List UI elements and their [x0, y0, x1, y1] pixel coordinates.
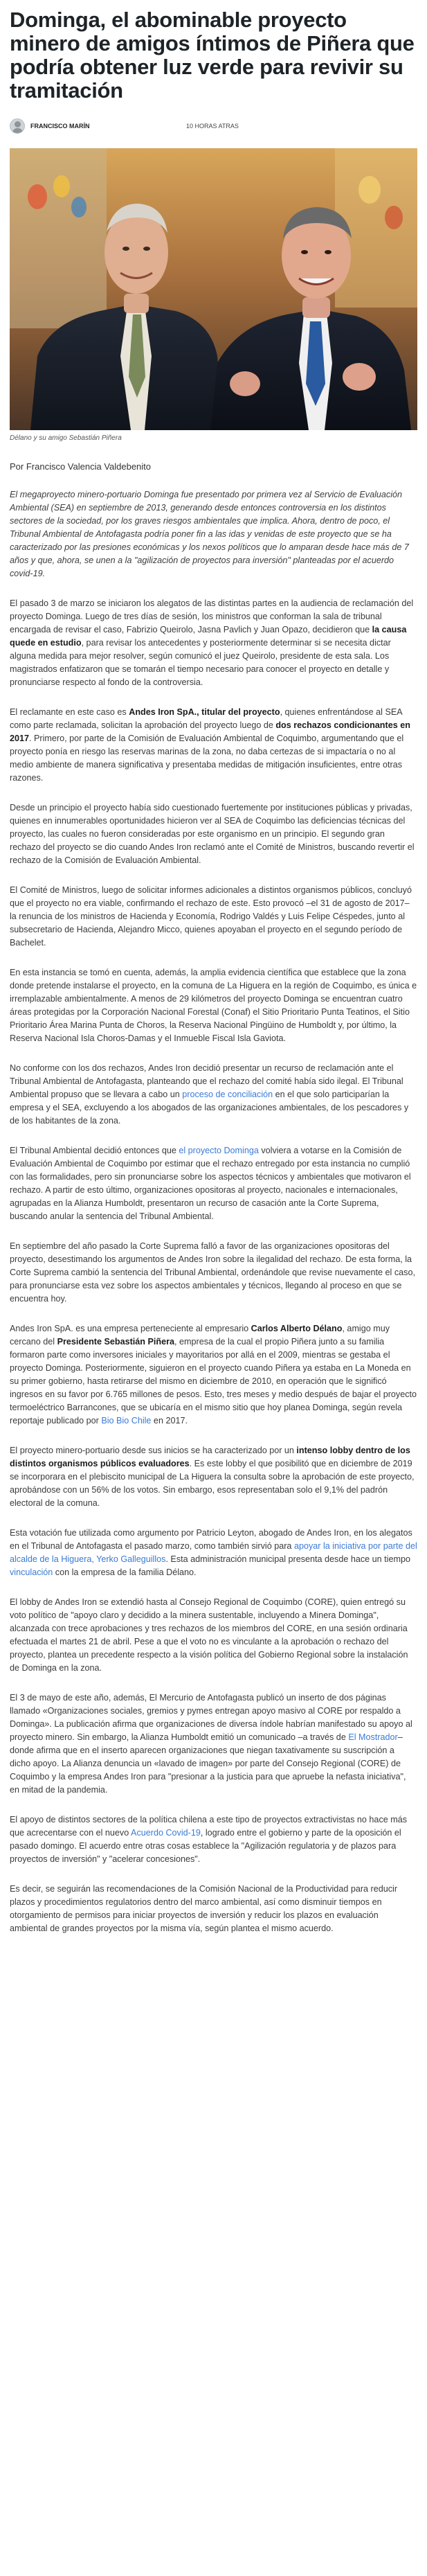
- article-title: Dominga, el abominable proyecto minero de amigos íntimos de Piñera que podría obtener luz verde para revivir su tramitación: [10, 8, 415, 103]
- paragraph-text: . Es este lobby el que posibilitó que en diciembre de 2019 se incorporara en el plebiscito municipal de La Higuera la consulta sobre la aprobación de este proyecto, aprobándose con un 56% de los votos. Sin embargo, esos representaban solo el 9,1% del padrón electoral de la comuna.: [10, 1459, 415, 1508]
- paragraph-text: volviera a votarse en la Comisión de Evaluación Ambiental de Coquimbo por estimar que el rechazo entregado por esta instancia no cumplió con las formalidades, pero sin pronunciarse sobre los aspectos técnicos y ambientales que motivaron el rechazo. A partir de esto último, organizaciones opositoras al proyecto, nacionales e internacionales, agrupadas en la Alianza Humboldt, presentaron un recurso de casación ante la Corte Suprema, buscando anular la sentencia del Tribunal Ambiental.: [10, 1146, 411, 1221]
- article-byline-text: Por Francisco Valencia Valdebenito: [10, 461, 152, 472]
- paragraph-text: Andes Iron SpA. es una empresa perteneciente al empresario: [10, 1324, 251, 1333]
- paragraph-text: El megaproyecto minero-portuario Dominga fue presentado por primera vez al Servicio de Evaluación Ambiental (SEA) en septiembre de 2013, generando desde entonces controversia en los distintos sectores de la sociedad, por los graves riesgos ambientales que implica. Ahora, dentro de poco, el Tribunal Ambiental de Antofagasta podría poner fin a las idas y venidas de este proyecto que se ha caracterizado por las presiones económicas y los nexos políticos que lo amparan desde hace más de 7 años y que, ahora, se unen a la "agilización de proyectos para inversión" planteadas por el acuerdo covid-19.: [10, 490, 409, 578]
- article-paragraph: [10, 488, 417, 580]
- paragraph-text: con la empresa de la familia Délano.: [53, 1567, 197, 1577]
- article-paragraph: [10, 1322, 417, 1428]
- paragraph-text: , empresa de la cual el propio Piñera junto a su familia formaron parte como inversores iniciales y mayoritarios por allá en el 2009, mientras se gestaba el proyecto Dominga. Posteriormente, siguieron en el proyecto cuando Piñera ya estaba en La Moneda en su primer gobierno, hasta retirarse del mismo en diciembre de 2010, en operación que le significó ingresos en su favor por 6.765 millones de pesos. Esto, tres meses y medio después de bajar el proyecto termoeléctrico Barrancones, que se ubicaría en el mismo sitio que hoy planea Dominga, según revela reportaje publicado por: [10, 1337, 417, 1425]
- emphasis-text: intenso lobby dentro de los distintos organismos públicos evaluadores: [10, 1446, 410, 1468]
- paragraph-text: El proyecto minero-portuario desde sus inicios se ha caracterizado por un: [10, 1446, 297, 1455]
- paragraph-text: . Esta administración municipal presenta desde hace un tiempo: [165, 1554, 410, 1564]
- publish-date: 10 HORAS ATRAS: [186, 123, 239, 130]
- author-avatar-icon: [10, 118, 25, 134]
- paragraph-text: No conforme con los dos rechazos, Andes Iron decidió presentar un recurso de reclamación ante el Tribunal Ambiental de Antofagasta, planteando que el rechazo del comité había sido ilegal. El Tribunal Ambiental propuso que se llevara a cabo un: [10, 1063, 403, 1099]
- article-paragraph: [10, 1813, 417, 1866]
- hero-image: [10, 148, 417, 430]
- inline-link[interactable]: apoyar la iniciativa por parte del alcalde de la Higuera, Yerko Galleguillos: [10, 1541, 417, 1564]
- paragraph-text: Esta votación fue utilizada como argumento por Patricio Leyton, abogado de Andes Iron, en los alegatos en el Tribunal de Antofagasta el pasado marzo, como también sirvió para: [10, 1528, 412, 1551]
- paragraph-text: , logrado entre el gobierno y parte de la oposición el pasado domingo. El acuerdo entre otras cosas establece la "Agilización regulatoria y de plazos para proyectos de inversión" y "acelerar concesiones".: [10, 1828, 401, 1864]
- paragraph-text: En esta instancia se tomó en cuenta, además, la amplia evidencia científica que establece que la zona donde pretende instalarse el proyecto, en la comuna de La Higuera en la región de Coquimbo, es única e irremplazable ambientalmente. A menos de 29 kilómetros del proyecto Dominga se encuentran cuatro áreas protegidas por la Corporación Nacional Forestal (Conaf) el Sitio Prioritario Punta Teatinos, el Sitio Prioritario Área Marina Punta de Choros, la Reserva Nacional Pingüino de Humboldt y, por último, la Reserva Nacional Isla Choros-Damas y el Inmueble Fiscal Isla Gaviota.: [10, 968, 417, 1043]
- article-paragraph: [10, 1240, 417, 1306]
- paragraph-text: – donde afirma que en el inserto aparecen organizaciones que niegan taxativamente su suscripción a dicho apoyo. La Alianza denuncia un «lavado de imagen» por parte del Consejo Regional (CORE) de Coquimbo y la empresa Andes Iron para "presionar a la justicia para que apruebe la nefasta iniciativa", en mitad de la pandemia.: [10, 1732, 406, 1795]
- article-paragraph: [10, 801, 417, 867]
- paragraph-text: en 2017.: [151, 1416, 188, 1425]
- hero-photo-illustration: [10, 148, 417, 430]
- article-paragraph: [10, 884, 417, 950]
- paragraph-text: En septiembre del año pasado la Corte Suprema falló a favor de las organizaciones opositoras del proyecto, desestimando los argumentos de Andes Iron sobre la ilegalidad del rechazo. De esta forma, la Corte Suprema cambió la sentencia del Tribunal Ambiental, ordenándole que revise nuevamente el caso, para pronunciarse esta vez sobre los aspectos ambientales y técnicos, llegando al proceso en que se encuentra hoy.: [10, 1241, 415, 1304]
- article-paragraph: [10, 1144, 417, 1223]
- paragraph-text: El reclamante en este caso es: [10, 707, 129, 717]
- emphasis-text: la causa quede en estudio: [10, 625, 407, 648]
- article-paragraph: [10, 1883, 417, 1935]
- paragraph-text: El lobby de Andes Iron se extendió hasta al Consejo Regional de Coquimbo (CORE), quien entregó su voto político de "apoyo claro y decidido a la minera sustentable, incluyendo a Minera Dominga", alcanzada con trece aprobaciones y tres rechazos de los miembros del CORE, en una sesión ordinaria efectuada el martes 21 de abril. Pese a que el voto no es vinculante a la aprobación o rechazo del proyecto, plantea un precedente respecto a la visión política del Gobierno Regional sobre la instalación de Dominga en la zona.: [10, 1597, 408, 1673]
- inline-link[interactable]: El Mostrador: [348, 1732, 398, 1742]
- author-name[interactable]: FRANCISCO MARÍN: [30, 123, 90, 130]
- emphasis-text: dos rechazos condicionantes en 2017: [10, 720, 410, 743]
- inline-link[interactable]: Acuerdo Covid-19: [131, 1828, 201, 1838]
- article-paragraph: [10, 1527, 417, 1579]
- article-paragraph: [10, 1444, 417, 1510]
- paragraph-text: . Primero, por parte de la Comisión de Evaluación Ambiental de Coquimbo, argumentando que el proyecto ponía en riesgo las reservas marinas de la zona, no daba certezas de si impactaría o no al medio ambiente de manera significativa y presentaba medidas de mitigación insuficientes, entre otras razones.: [10, 734, 404, 783]
- inline-link[interactable]: proceso de conciliación: [182, 1090, 273, 1099]
- byline: [10, 118, 417, 134]
- article-paragraph: [10, 966, 417, 1045]
- inline-link[interactable]: el proyecto Dominga: [179, 1146, 259, 1155]
- paragraph-text: El 3 de mayo de este año, además, El Mercurio de Antofagasta publicó un inserto de dos páginas llamado «Organizaciones sociales, gremios y pymes entregan apoyo masivo al CORE por respaldo a Dominga». La publicación afirma que organizaciones de diversa índole habrían manifestado su apoyo al proyecto minero. Sin embargo, la Alianza Humboldt emitió un comunicado –a través de: [10, 1693, 412, 1742]
- article-paragraph: [10, 1691, 417, 1797]
- emphasis-text: Presidente Sebastián Piñera: [57, 1337, 174, 1347]
- article-paragraph: [10, 706, 417, 785]
- paragraph-text: en el que solo participarían la empresa y el SEA, excluyendo a los abogados de las organizaciones ambientales, de los pescadores y de los habitantes de la zona.: [10, 1090, 409, 1126]
- paragraph-text: Desde un principio el proyecto había sido cuestionado fuertemente por instituciones públicas y privadas, quienes en innumerables oportunidades hicieron ver al SEA de Coquimbo las deficiencias técnicas del proyecto, las cuales no fueron consideradas por este organismo en un principio. El segundo gran rechazo del proyecto se dio cuando Andes Iron reclamó ante el Comité de Ministros, buscando revertir el rechazo de la Comisión de Evaluación Ambiental.: [10, 803, 415, 865]
- inline-link[interactable]: Bio Bio Chile: [101, 1416, 152, 1425]
- emphasis-text: Carlos Alberto Délano: [251, 1324, 343, 1333]
- article-body: [10, 488, 417, 1935]
- image-caption: Délano y su amigo Sebastián Piñera: [10, 434, 122, 442]
- emphasis-text: Andes Iron SpA., titular del proyecto: [129, 707, 280, 717]
- paragraph-text: , quienes enfrentándose al SEA como parte reclamada, solicitan la aprobación del proyecto luego de: [10, 707, 402, 730]
- article-paragraph: [10, 597, 417, 689]
- paragraph-text: Es decir, se seguirán las recomendaciones de la Comisión Nacional de la Productividad para reducir plazos y procedimientos regulatorios dentro del marco ambiental, así como disminuir tiempos en otorgamiento de permisos para iniciar proyectos de inversión y reducir los plazos en evaluación ambiental de grandes proyectos por la misma vía, según plantea el mismo acuerdo.: [10, 1884, 398, 1933]
- paragraph-text: El Comité de Ministros, luego de solicitar informes adicionales a distintos organismos públicos, concluyó que el proyecto no era viable, confirmando el rechazo de este. Esto provocó –el 31 de agosto de 2017– la renuncia de los ministros de Hacienda y Economía, Rodrigo Valdés y Luis Felipe Céspedes, junto al subsecretario de Hacienda, Alejandro Micco, quienes apoyaban el proyecto en el segundo período de Bachelet.: [10, 885, 412, 948]
- paragraph-text: El Tribunal Ambiental decidió entonces que: [10, 1146, 179, 1155]
- article-paragraph: [10, 1062, 417, 1128]
- paragraph-text: El pasado 3 de marzo se iniciaron los alegatos de las distintas partes en la audiencia de reclamación del proyecto Dominga. Luego de tres días de sesión, los ministros que conforman la sala de tribunal encargada de revisar el caso, Fabrizio Queirolo, Jasna Pavlich y Juan Opazo, decidieron que: [10, 598, 414, 634]
- inline-link[interactable]: vinculación: [10, 1567, 53, 1577]
- paragraph-text: El apoyo de distintos sectores de la política chilena a este tipo de proyectos extractivistas no hace más que acrecentarse con el nuevo: [10, 1815, 408, 1838]
- article-paragraph: [10, 1596, 417, 1675]
- paragraph-text: , para revisar los antecedentes y posteriormente determinar si se necesita dictar alguna medida para mejor resolver, según comunicó el juez Queirolo, presidente de esta sala. Los magistrados enfatizaron que se tomarán el tiempo necesario para conocer el proyecto en detalle y pronunciarse respecto al fondo de la controversia.: [10, 638, 391, 687]
- paragraph-text: , amigo muy cercano del: [10, 1324, 390, 1347]
